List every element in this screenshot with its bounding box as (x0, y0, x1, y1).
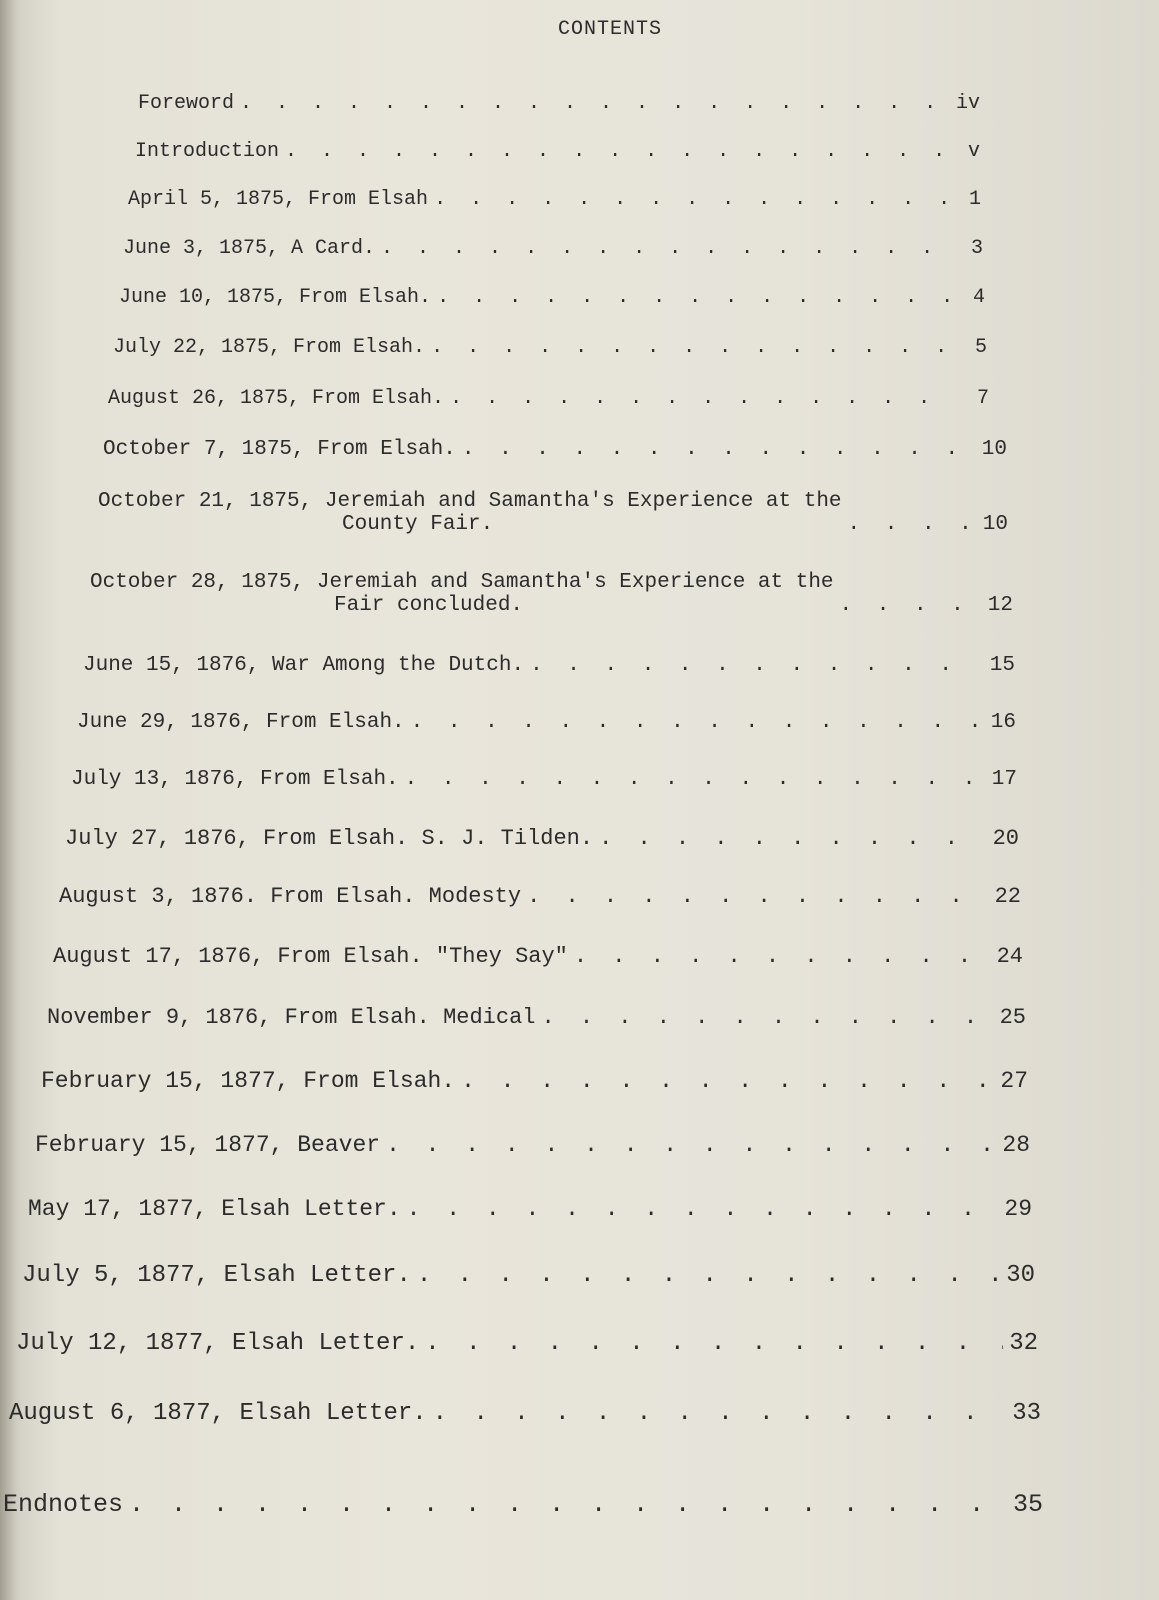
toc-entry-title: July 22, 1875, From Elsah. (113, 336, 426, 359)
dot-leader (433, 1400, 1007, 1427)
toc-entry-page: 22 (994, 884, 1021, 909)
contents-heading: CONTENTS (557, 18, 662, 41)
toc-entry-page: 5 (974, 336, 987, 359)
toc-entry (59, 884, 1021, 909)
toc-entry-page: 4 (972, 286, 985, 309)
toc-entry (108, 387, 989, 410)
toc-entry-title: October 7, 1875, From Elsah. (103, 438, 456, 461)
dot-leader (599, 826, 985, 851)
toc-entry-title: Introduction (135, 140, 280, 163)
toc-entry-title: June 3, 1875, A Card. (123, 237, 376, 260)
toc-entry-page: iv (955, 92, 980, 115)
toc-entry-title: June 10, 1875, From Elsah. (119, 286, 432, 309)
toc-entry-page: 15 (989, 654, 1015, 677)
toc-entry-page: 33 (1012, 1400, 1041, 1427)
dot-leader (431, 336, 953, 359)
toc-entry-title: August 6, 1877, Elsah Letter. (9, 1400, 427, 1427)
dot-leader (417, 1262, 1000, 1289)
toc-entry-page: 17 (991, 768, 1017, 791)
toc-entry (103, 438, 1007, 461)
toc-entry-page: 27 (1000, 1068, 1028, 1094)
toc-entry (65, 826, 1019, 851)
toc-entry-page: 29 (1004, 1196, 1032, 1222)
toc-entry-title: February 15, 1877, Beaver (35, 1132, 381, 1158)
dot-leader (437, 286, 951, 309)
dot-leader (425, 1330, 1003, 1357)
dot-leader (386, 1132, 996, 1158)
toc-entry-title: May 17, 1877, Elsah Letter. (28, 1196, 401, 1222)
dot-leader (450, 387, 955, 410)
dot-leader (848, 513, 974, 536)
toc-entry-page: 7 (976, 387, 989, 410)
dot-leader (574, 944, 989, 969)
toc-entry-title: July 5, 1877, Elsah Letter. (22, 1262, 411, 1289)
toc-entry-page: 10 (981, 438, 1007, 461)
dot-leader (129, 1490, 1007, 1519)
toc-entry-page: 20 (992, 826, 1019, 851)
toc-entry-page: 35 (1012, 1490, 1043, 1519)
toc-entry (128, 188, 981, 211)
toc-entry-page: 30 (1006, 1262, 1035, 1289)
toc-entry (16, 1330, 1038, 1357)
toc-entry (28, 1196, 1032, 1222)
toc-entry (41, 1068, 1028, 1094)
toc-entry-title: Endnotes (3, 1490, 124, 1519)
dot-leader (840, 594, 979, 617)
dot-leader (541, 1005, 992, 1030)
dot-leader (285, 140, 946, 163)
toc-entry-page: 1 (968, 188, 981, 211)
toc-entry-title: February 15, 1877, From Elsah. (41, 1068, 456, 1094)
toc-entry-title (98, 490, 842, 536)
dot-leader (530, 654, 981, 677)
toc-entry-title: November 9, 1876, From Elsah. Medical (47, 1005, 536, 1030)
toc-entry-foreword (138, 92, 980, 115)
dot-leader (411, 711, 982, 734)
dot-leader (407, 1196, 998, 1222)
dot-leader (405, 768, 983, 791)
toc-entry-page: 25 (999, 1005, 1026, 1030)
toc-entry-introduction (135, 140, 980, 163)
toc-entry-title: June 29, 1876, From Elsah. (77, 711, 405, 734)
toc-entry-page: 24 (996, 944, 1023, 969)
toc-entry (47, 1005, 1026, 1030)
toc-entry (71, 768, 1017, 791)
toc-entry (53, 944, 1023, 969)
toc-entry (123, 237, 983, 260)
toc-entry-title: June 15, 1876, War Among the Dutch. (83, 654, 525, 677)
toc-entry-title: August 17, 1876, From Elsah. "They Say" (53, 944, 568, 969)
toc-entry (77, 711, 1016, 734)
toc-entry-title: Foreword (138, 92, 235, 115)
toc-entry-page: 28 (1002, 1132, 1030, 1158)
dot-leader (434, 188, 947, 211)
toc-entry (9, 1400, 1041, 1427)
dot-leader (240, 92, 946, 115)
toc-entry-page: 12 (987, 594, 1013, 617)
toc-entry-page: 10 (982, 513, 1008, 536)
toc-entry (119, 286, 985, 309)
toc-entry-title: August 3, 1876. From Elsah. Modesty (59, 884, 522, 909)
toc-entry (98, 490, 1008, 536)
toc-entry-title-line: October 28, 1875, Jeremiah and Samantha's Experience at the (90, 571, 834, 594)
toc-entry (83, 654, 1015, 677)
toc-entry-endnotes (3, 1490, 1043, 1519)
toc-entry-page: 16 (990, 711, 1016, 734)
dot-leader (527, 884, 987, 909)
toc-entry-title (90, 571, 834, 617)
toc-entry-title: April 5, 1875, From Elsah (128, 188, 429, 211)
toc-entry-title: July 27, 1876, From Elsah. S. J. Tilden. (65, 826, 594, 851)
toc-entry-title-continuation: Fair concluded. (334, 594, 524, 617)
toc-entry-title: July 13, 1876, From Elsah. (71, 768, 399, 791)
toc-entry-page: v (967, 140, 980, 163)
toc-entry (90, 571, 1013, 617)
dot-leader (381, 237, 949, 260)
toc-entry-page: 32 (1009, 1330, 1038, 1357)
toc-entry-title: July 12, 1877, Elsah Letter. (16, 1330, 420, 1357)
dot-leader (462, 438, 973, 461)
toc-entry-title-line: October 21, 1875, Jeremiah and Samantha's Experience at the (98, 490, 842, 513)
toc-entry-title-continuation: County Fair. (342, 513, 494, 536)
toc-entry (113, 336, 987, 359)
toc-entry-title: August 26, 1875, From Elsah. (108, 387, 445, 410)
toc-entry (35, 1132, 1030, 1158)
toc-entry-page: 3 (970, 237, 983, 260)
dot-leader (461, 1068, 994, 1094)
toc-entry (22, 1262, 1035, 1289)
